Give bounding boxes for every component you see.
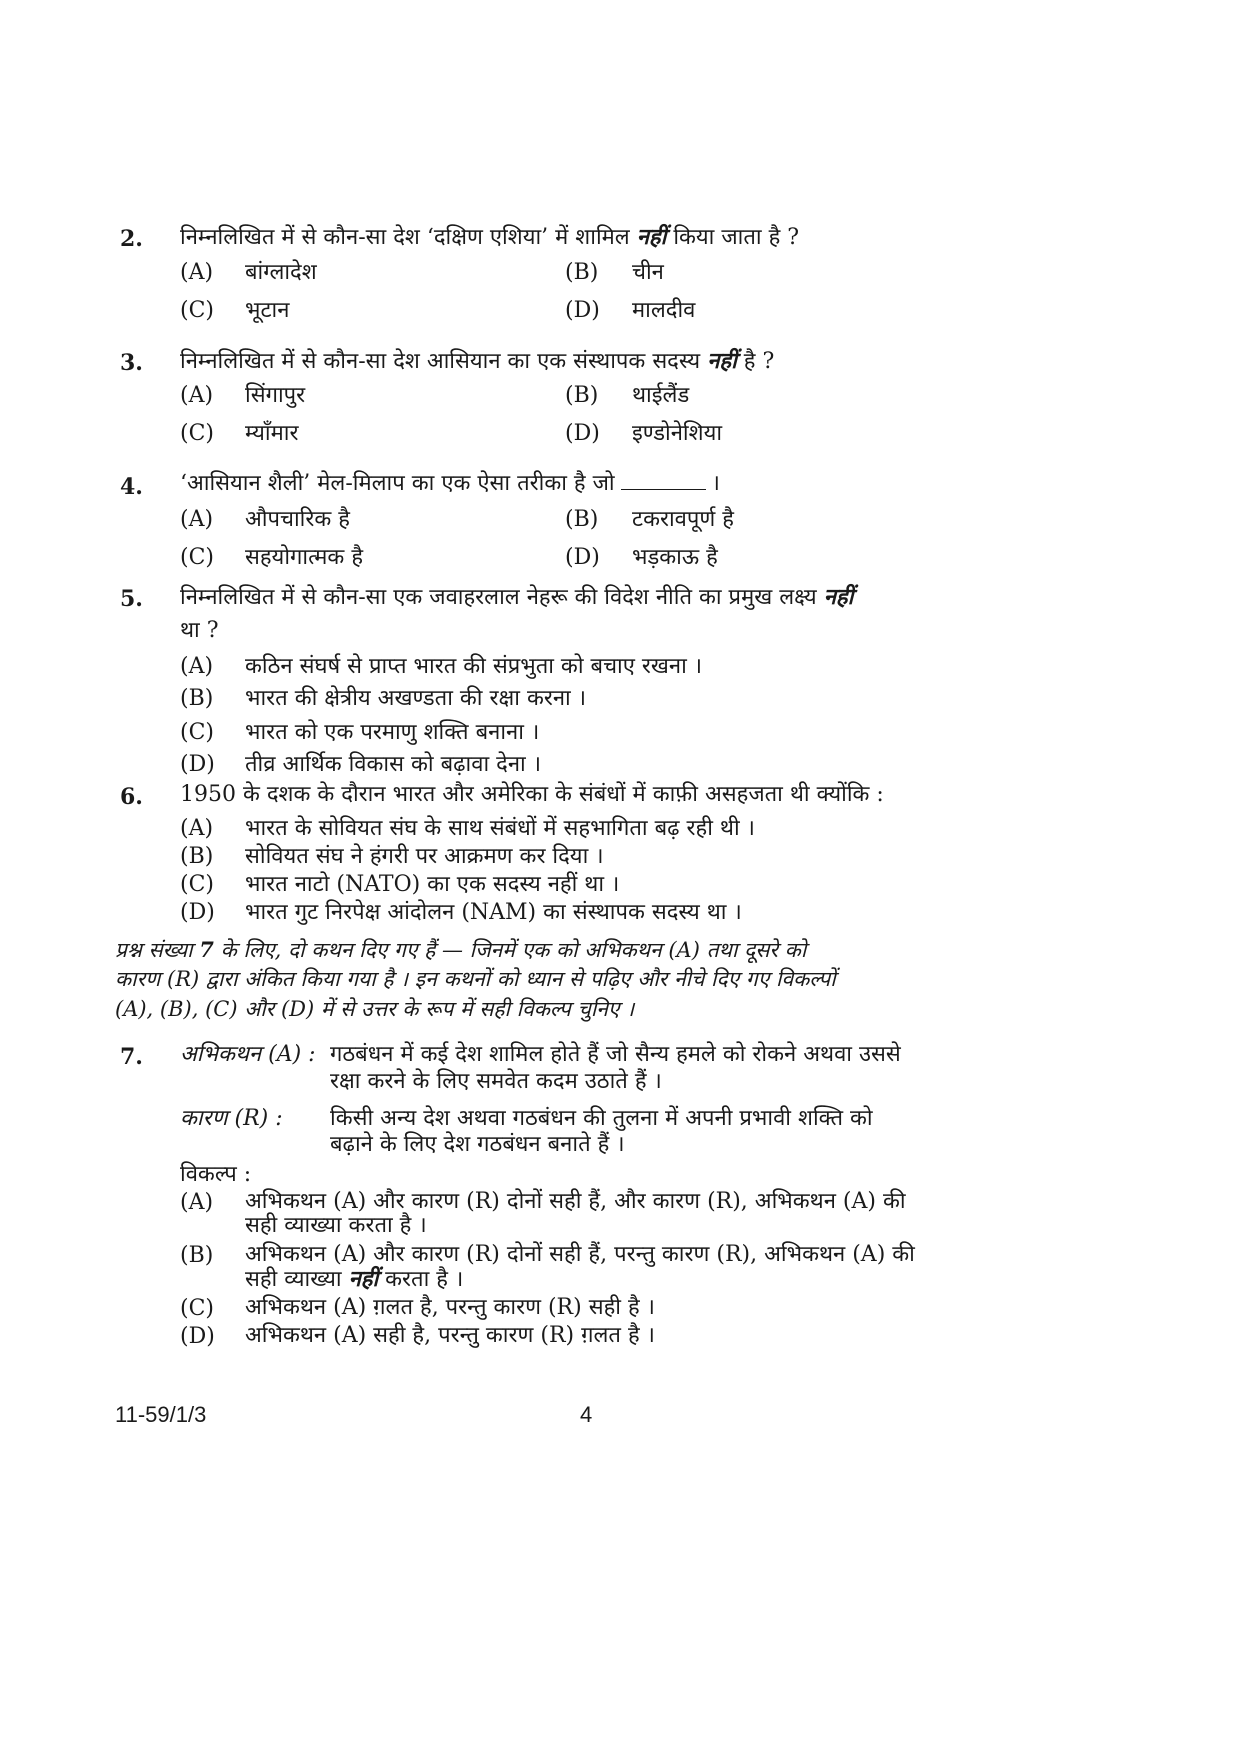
- option-label: (D): [180, 752, 215, 777]
- option-label: (B): [180, 686, 214, 711]
- question-number: 5.: [120, 586, 143, 612]
- question-number: 3.: [120, 350, 143, 376]
- option-label: (C): [180, 1296, 214, 1321]
- option-text: टकरावपूर्ण है: [632, 507, 734, 532]
- option-text-line2: सही व्याख्या नहीं करता है ।: [245, 1266, 464, 1292]
- option-text: सिंगापुर: [245, 383, 306, 408]
- emphasis-not: नहीं: [636, 224, 667, 250]
- question-text-line2: था ?: [180, 618, 219, 643]
- question-number: 7.: [120, 1044, 143, 1070]
- option-label: (A): [180, 816, 214, 841]
- option-text: सोवियत संघ ने हंगरी पर आक्रमण कर दिया ।: [245, 844, 604, 869]
- option-text: इण्डोनेशिया: [632, 421, 723, 446]
- question-text: 1950 के दशक के दौरान भारत और अमेरिका के संबंधों में काफ़ी असहजता थी क्योंकि :: [180, 782, 884, 807]
- question-text: ‘आसियान शैली’ मेल-मिलाप का एक ऐसा तरीका है जो ।: [180, 471, 720, 496]
- emphasis-not: नहीं: [348, 1266, 379, 1292]
- question-number: 2.: [120, 226, 143, 252]
- option-text-line1: अभिकथन (A) और कारण (R) दोनों सही हैं, और कारण (R), अभिकथन (A) की: [245, 1189, 906, 1214]
- option-text: सहयोगात्मक है: [245, 545, 364, 570]
- option-label: (C): [180, 545, 214, 570]
- options-heading: विकल्प :: [180, 1162, 252, 1187]
- option-label: (C): [180, 421, 214, 446]
- reason-text-line2: बढ़ाने के लिए देश गठबंधन बनाते हैं ।: [330, 1132, 625, 1157]
- option-text: तीव्र आर्थिक विकास को बढ़ावा देना ।: [245, 752, 542, 777]
- question-text: निम्नलिखित में से कौन-सा देश ‘दक्षिण एशिया’ में शामिल नहीं किया जाता है ?: [180, 224, 800, 250]
- option-text-line2: सही व्याख्या करता है ।: [245, 1213, 427, 1238]
- question-number: 6.: [120, 784, 143, 810]
- option-label: (D): [565, 298, 600, 323]
- question-text: निम्नलिखित में से कौन-सा एक जवाहरलाल नेहरू की विदेश नीति का प्रमुख लक्ष्य नहीं: [180, 584, 854, 610]
- option-text: भारत गुट निरपेक्ष आंदोलन (NAM) का संस्थापक सदस्य था ।: [245, 900, 742, 925]
- option-text: मालदीव: [632, 298, 696, 323]
- option-label: (D): [180, 1324, 215, 1349]
- option-label: (C): [180, 298, 214, 323]
- assertion-text-line2: रक्षा करने के लिए समवेत कदम उठाते हैं ।: [330, 1069, 662, 1094]
- option-label: (B): [565, 260, 599, 285]
- fill-in-blank: [621, 469, 706, 490]
- option-label: (A): [180, 383, 214, 408]
- option-label: (A): [180, 1190, 214, 1215]
- option-text: भूटान: [245, 298, 290, 323]
- option-label: (B): [180, 844, 214, 869]
- option-label: (C): [180, 872, 214, 897]
- option-text: भारत के सोवियत संघ के साथ संबंधों में सहभागिता बढ़ रही थी ।: [245, 816, 755, 841]
- option-text: म्याँमार: [245, 421, 299, 446]
- option-text: औपचारिक है: [245, 507, 350, 532]
- option-text: चीन: [632, 260, 664, 285]
- option-text: भारत को एक परमाणु शक्ति बनाना ।: [245, 720, 540, 745]
- option-text: भड़काऊ है: [632, 545, 718, 570]
- option-text: बांग्लादेश: [245, 260, 317, 285]
- option-label: (D): [565, 545, 600, 570]
- option-text: भारत की क्षेत्रीय अखण्डता की रक्षा करना ।: [245, 686, 587, 711]
- question-number: 4.: [120, 474, 143, 500]
- instruction-line-3: (A), (B), (C) और (D) में से उत्तर के रूप में सही विकल्प चुनिए ।: [115, 997, 635, 1021]
- option-label: (A): [180, 507, 214, 532]
- option-text-line1: अभिकथन (A) ग़लत है, परन्तु कारण (R) सही है ।: [245, 1295, 655, 1320]
- option-label: (B): [565, 507, 599, 532]
- emphasis-not: नहीं: [823, 584, 854, 610]
- emphasis-not: नहीं: [707, 348, 737, 374]
- option-label: (B): [565, 383, 599, 408]
- reason-label: कारण (R) :: [180, 1106, 283, 1131]
- assertion-text-line1: गठबंधन में कई देश शामिल होते हैं जो सैन्य हमले को रोकने अथवा उससे: [330, 1042, 901, 1067]
- instruction-line-1: प्रश्न संख्या 7 के लिए, दो कथन दिए गए हैं — जिनमें एक को अभिकथन (A) तथा दूसरे को: [115, 937, 807, 962]
- instruction-line-2: कारण (R) द्वारा अंकित किया गया है । इन कथनों को ध्यान से पढ़िए और नीचे दिए गए विकल्पों: [115, 967, 836, 991]
- option-text: थाईलैंड: [632, 383, 690, 408]
- question-text: निम्नलिखित में से कौन-सा देश आसियान का एक संस्थापक सदस्य नहीं है ?: [180, 348, 775, 374]
- option-text-line1: अभिकथन (A) सही है, परन्तु कारण (R) ग़लत है ।: [245, 1323, 655, 1348]
- reason-text-line1: किसी अन्य देश अथवा गठबंधन की तुलना में अपनी प्रभावी शक्ति को: [330, 1106, 873, 1131]
- option-text-line1: अभिकथन (A) और कारण (R) दोनों सही हैं, परन्तु कारण (R), अभिकथन (A) की: [245, 1242, 915, 1267]
- option-label: (A): [180, 654, 214, 679]
- paper-code: 11-59/1/3: [115, 1402, 207, 1427]
- option-label: (D): [180, 900, 215, 925]
- page-number: 4: [580, 1402, 593, 1427]
- option-label: (A): [180, 260, 214, 285]
- assertion-label: अभिकथन (A) :: [180, 1042, 316, 1067]
- option-label: (B): [180, 1243, 214, 1268]
- option-text: भारत नाटो (NATO) का एक सदस्य नहीं था ।: [245, 872, 620, 897]
- option-text: कठिन संघर्ष से प्राप्त भारत की संप्रभुता को बचाए रखना ।: [245, 654, 703, 679]
- option-label: (D): [565, 421, 600, 446]
- option-label: (C): [180, 720, 214, 745]
